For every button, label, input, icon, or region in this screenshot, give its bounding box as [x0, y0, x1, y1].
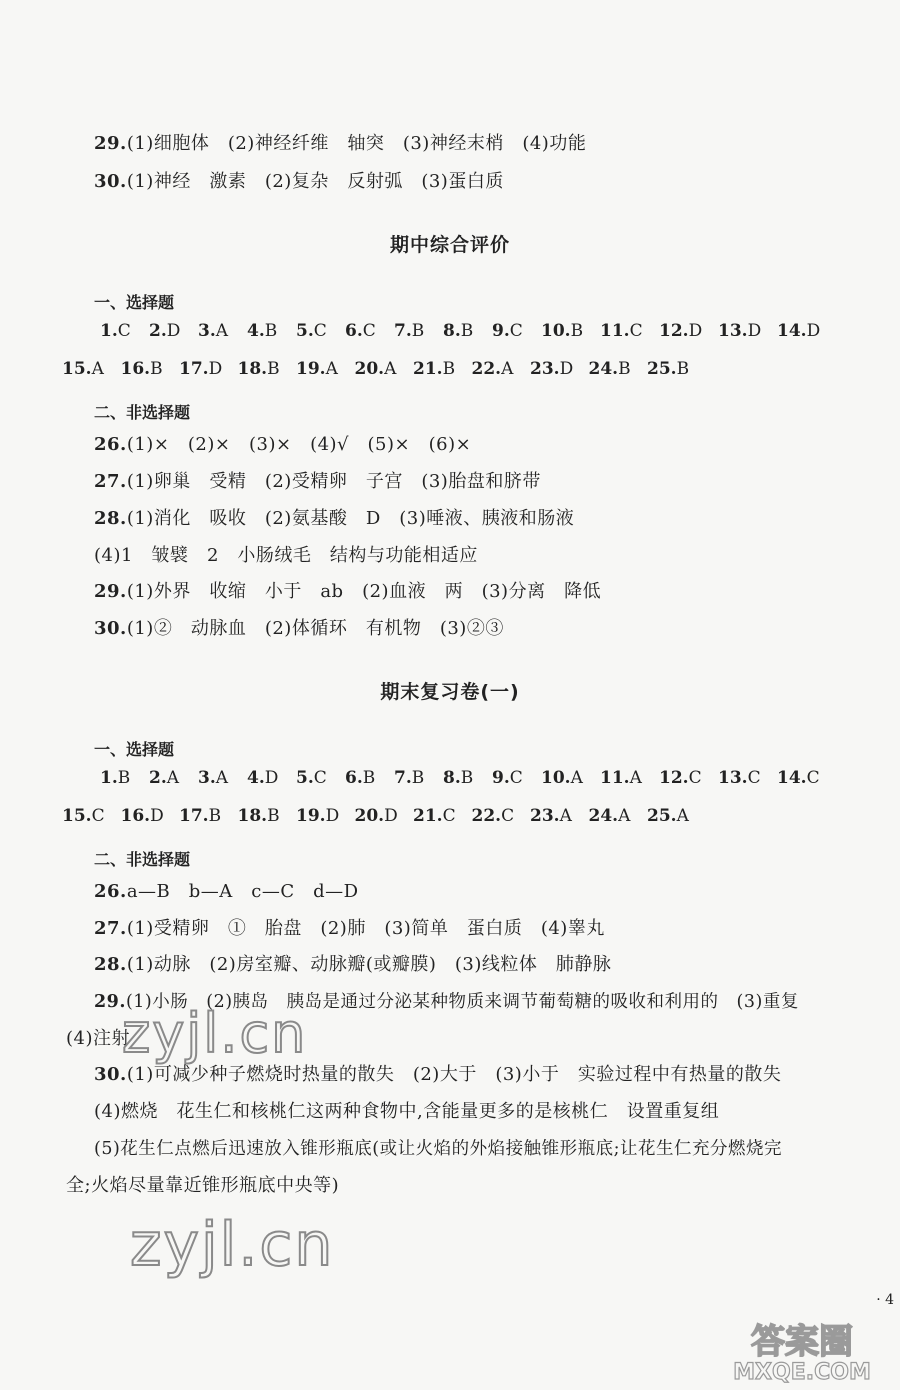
choice-number: 24. — [588, 806, 619, 826]
choice-answer — [238, 359, 280, 379]
choice-answer — [718, 321, 761, 341]
midterm-choice-row-2 — [0, 359, 900, 383]
choice-letter: B — [570, 321, 584, 341]
page-number: · 4 — [876, 1292, 894, 1308]
choice-letter: A — [384, 359, 397, 379]
choice-letter: D — [384, 806, 398, 826]
choice-letter: C — [313, 768, 327, 788]
choice-answer — [530, 806, 572, 826]
choice-number: 15. — [62, 806, 92, 826]
choice-answer — [492, 321, 523, 341]
choice-answer — [296, 806, 339, 826]
choice-number: 9. — [492, 321, 510, 341]
final-q29: 29.(1)小肠 (2)胰岛 胰岛是通过分泌某种物质来调节葡萄糖的吸收和利用的 (3)重复 — [94, 992, 799, 1012]
choice-number: 2. — [149, 768, 167, 788]
choice-answer — [492, 768, 523, 788]
final-q30-line3: (5)花生仁点燃后迅速放入锥形瓶底(或让火焰的外焰接触锥形瓶底;让花生仁充分燃烧完 — [94, 1139, 783, 1159]
choice-answer — [247, 768, 278, 788]
choice-letter: B — [460, 321, 474, 341]
choice-number: 23. — [530, 359, 560, 379]
choice-letter: D — [559, 359, 574, 379]
choice-letter: C — [629, 321, 643, 341]
midterm-q26: 26.(1)× (2)× (3)× (4)√ (5)× (6)× — [94, 434, 472, 455]
final-q27: 27.(1)受精卵 ① 胎盘 (2)肺 (3)简单 蛋白质 (4)睾丸 — [94, 918, 605, 939]
choice-answer — [198, 768, 228, 788]
choice-answer — [121, 806, 164, 826]
midterm-nonchoice-heading: 二、非选择题 — [94, 403, 191, 422]
choice-letter: D — [150, 806, 164, 826]
choice-number: 7. — [394, 768, 412, 788]
choice-number: 12. — [659, 768, 689, 788]
choice-answer — [296, 768, 327, 788]
choice-number: 16. — [120, 806, 151, 826]
choice-letter: A — [676, 806, 689, 826]
choice-letter: B — [460, 768, 474, 788]
choice-number: 6. — [345, 768, 363, 788]
choice-answer — [394, 321, 424, 341]
choice-answer — [600, 768, 642, 788]
choice-number: 4. — [247, 768, 265, 788]
watermark-text: zyjl.cn — [122, 1002, 308, 1065]
choice-number: 17. — [179, 359, 209, 379]
choice-letter: C — [806, 768, 820, 788]
final-q30-line2: (4)燃烧 花生仁和核桃仁这两种食物中,含能量更多的是核桃仁 设置重复组 — [94, 1101, 720, 1122]
watermark-text-2: zyjl.cn — [130, 1210, 335, 1280]
choice-letter: C — [501, 806, 515, 826]
choice-answer — [394, 768, 424, 788]
choice-letter: B — [264, 321, 278, 341]
midterm-q28: 28.(1)消化 吸收 (2)氨基酸 D (3)唾液、胰液和肠液 — [94, 508, 575, 529]
choice-number: 6. — [345, 321, 363, 341]
choice-letter: C — [91, 806, 105, 826]
choice-answer — [149, 321, 180, 341]
choice-number: 20. — [354, 359, 385, 379]
choice-number: 19. — [296, 359, 326, 379]
choice-number: 8. — [443, 768, 461, 788]
choice-answer — [100, 768, 130, 788]
site-logo-stamp — [712, 1315, 892, 1385]
choice-answer — [296, 321, 327, 341]
choice-number: 22. — [471, 359, 502, 379]
final-choice-heading: 一、选择题 — [94, 740, 175, 759]
choice-answer — [472, 806, 515, 826]
choice-number: 11. — [600, 321, 630, 341]
choice-number: 14. — [777, 321, 807, 341]
choice-answer — [413, 359, 455, 379]
choice-number: 17. — [179, 806, 209, 826]
choice-answer — [238, 806, 280, 826]
choice-number: 3. — [198, 321, 216, 341]
choice-number: 12. — [659, 321, 689, 341]
choice-number: 22. — [471, 806, 502, 826]
choice-letter: B — [267, 806, 280, 826]
choice-answer — [530, 359, 573, 379]
choice-answer — [345, 768, 375, 788]
final-choice-row-2 — [0, 806, 900, 830]
choice-letter: D — [264, 768, 279, 788]
stamp-logo-url: MXQE.COM — [733, 1360, 871, 1385]
choice-answer — [541, 768, 583, 788]
final-q26: 26.a—B b—A c—C d—D — [94, 881, 359, 902]
choice-letter: D — [208, 359, 223, 379]
midterm-choice-row-1 — [0, 321, 900, 345]
choice-letter: C — [509, 768, 523, 788]
choice-answer — [443, 768, 473, 788]
choice-number: 25. — [647, 359, 677, 379]
choice-letter: D — [166, 321, 181, 341]
choice-letter: B — [676, 359, 690, 379]
choice-letter: A — [91, 359, 104, 379]
final-q30: 30.(1)可减少种子燃烧时热量的散失 (2)大于 (3)小于 实验过程中有热量的散失 — [94, 1064, 782, 1085]
choice-answer — [589, 806, 631, 826]
choice-answer — [600, 321, 643, 341]
choice-number: 15. — [62, 359, 92, 379]
choice-letter: C — [117, 321, 131, 341]
choice-answer — [413, 806, 456, 826]
final-title: 期末复习卷(一) — [380, 681, 520, 703]
choice-number: 11. — [600, 768, 630, 788]
final-nonchoice-heading: 二、非选择题 — [94, 850, 191, 869]
choice-letter: A — [570, 768, 583, 788]
choice-number: 13. — [718, 768, 748, 788]
final-q29-cont: (4)注射 — [66, 1028, 130, 1049]
choice-letter: B — [150, 359, 163, 379]
choice-answer — [179, 806, 221, 826]
choice-answer — [541, 321, 583, 341]
final-q30-line4: 全;火焰尽量靠近锥形瓶底中央等) — [66, 1175, 340, 1196]
choice-letter: A — [215, 321, 229, 341]
choice-number: 21. — [413, 359, 443, 379]
choice-number: 5. — [296, 768, 314, 788]
midterm-q28-cont: (4)1 皱襞 2 小肠绒毛 结构与功能相适应 — [94, 545, 478, 566]
choice-letter: A — [215, 768, 229, 788]
midterm-q30: 30.(1)② 动脉血 (2)体循环 有机物 (3)②③ — [94, 618, 504, 639]
choice-number: 3. — [198, 768, 216, 788]
top-q29: 29.(1)细胞体 (2)神经纤维 轴突 (3)神经末梢 (4)功能 — [94, 133, 587, 154]
choice-letter: A — [559, 806, 572, 826]
choice-letter: A — [325, 359, 338, 379]
choice-letter: B — [442, 359, 456, 379]
choice-letter: C — [442, 806, 456, 826]
choice-answer — [247, 321, 277, 341]
choice-answer — [100, 321, 131, 341]
choice-number: 16. — [120, 359, 151, 379]
choice-letter: B — [208, 806, 222, 826]
choice-letter: C — [688, 768, 702, 788]
choice-letter: D — [806, 321, 821, 341]
choice-number: 8. — [443, 321, 461, 341]
choice-answer — [121, 359, 163, 379]
choice-letter: A — [629, 768, 642, 788]
choice-number: 18. — [237, 806, 268, 826]
choice-letter: B — [411, 321, 425, 341]
choice-answer — [443, 321, 473, 341]
choice-number: 20. — [354, 806, 385, 826]
choice-number: 10. — [541, 321, 571, 341]
choice-answer — [355, 359, 397, 379]
choice-answer — [472, 359, 514, 379]
choice-answer — [777, 768, 820, 788]
choice-number: 13. — [718, 321, 748, 341]
choice-number: 24. — [588, 359, 619, 379]
top-q30: 30.(1)神经 激素 (2)复杂 反射弧 (3)蛋白质 — [94, 171, 504, 192]
choice-letter: B — [618, 359, 631, 379]
choice-number: 23. — [530, 806, 560, 826]
choice-answer — [345, 321, 376, 341]
choice-letter: D — [688, 321, 703, 341]
choice-number: 7. — [394, 321, 412, 341]
choice-answer — [355, 806, 398, 826]
choice-number: 1. — [100, 768, 118, 788]
choice-number: 4. — [247, 321, 265, 341]
choice-answer — [777, 321, 820, 341]
choice-number: 18. — [237, 359, 268, 379]
choice-answer — [149, 768, 179, 788]
midterm-q29: 29.(1)外界 收缩 小于 ab (2)血液 两 (3)分离 降低 — [94, 581, 602, 602]
choice-answer — [647, 359, 689, 379]
choice-answer — [647, 806, 689, 826]
choice-answer — [62, 806, 105, 826]
choice-answer — [589, 359, 631, 379]
stamp-logo-text: 答案圈 — [751, 1322, 853, 1362]
midterm-title: 期中综合评价 — [389, 234, 510, 256]
choice-number: 14. — [777, 768, 807, 788]
choice-number: 21. — [413, 806, 443, 826]
choice-number: 25. — [647, 806, 677, 826]
choice-answer — [62, 359, 104, 379]
choice-letter: A — [166, 768, 180, 788]
choice-letter: B — [411, 768, 425, 788]
choice-letter: B — [117, 768, 131, 788]
final-choice-row-1 — [0, 768, 900, 792]
choice-answer — [659, 321, 702, 341]
final-q28: 28.(1)动脉 (2)房室瓣、动脉瓣(或瓣膜) (3)线粒体 肺静脉 — [94, 954, 612, 975]
choice-letter: B — [362, 768, 376, 788]
choice-number: 1. — [100, 321, 118, 341]
choice-number: 9. — [492, 768, 510, 788]
choice-letter: D — [325, 806, 340, 826]
choice-number: 5. — [296, 321, 314, 341]
choice-letter: C — [362, 321, 376, 341]
choice-letter: C — [747, 768, 761, 788]
choice-answer — [659, 768, 702, 788]
choice-letter: D — [747, 321, 762, 341]
midterm-q27: 27.(1)卵巢 受精 (2)受精卵 子宫 (3)胎盘和脐带 — [94, 471, 541, 492]
choice-number: 19. — [296, 806, 326, 826]
choice-letter: A — [501, 359, 514, 379]
choice-answer — [718, 768, 761, 788]
choice-letter: A — [618, 806, 631, 826]
choice-number: 10. — [541, 768, 571, 788]
choice-letter: C — [313, 321, 327, 341]
choice-number: 2. — [149, 321, 167, 341]
choice-answer — [296, 359, 338, 379]
choice-letter: B — [267, 359, 280, 379]
choice-answer — [198, 321, 228, 341]
midterm-choice-heading: 一、选择题 — [94, 293, 175, 312]
choice-letter: C — [509, 321, 523, 341]
choice-answer — [179, 359, 222, 379]
